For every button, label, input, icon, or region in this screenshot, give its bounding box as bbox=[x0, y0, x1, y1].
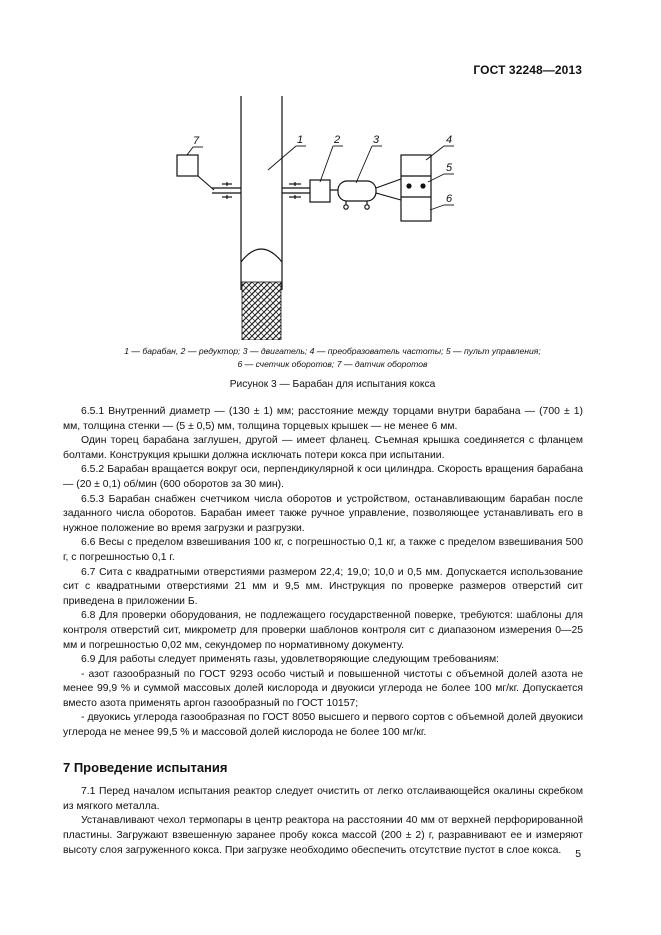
body-text bbox=[63, 405, 583, 858]
figure-title: Рисунок 3 — Барабан для испытания кокса bbox=[229, 379, 436, 390]
rotation-sensor bbox=[177, 155, 198, 176]
paragraph: - азот газообразный по ГОСТ 9293 особо чистый и повышенной чистоты с объемной долей азота не менее 99,9 % и суммой массовых долей кислорода и двуокиси углерода не более 100 мг/кг. Допускается вместо азота применять аргон газообразный по ГОСТ 10157; bbox=[63, 668, 583, 709]
legend-line-1: 1 — барабан, 2 — редуктор; 3 — двигатель; 4 — преобразователь частоты; 5 — пульт управления; bbox=[124, 346, 541, 356]
motor-control-link-2 bbox=[376, 193, 401, 200]
label-4: 4 bbox=[446, 134, 453, 146]
legend-line-2: 6 — счетчик оборотов; 7 — датчик оборотов bbox=[237, 359, 428, 369]
paragraph: 6.5.3 Барабан снабжен счетчиком числа оборотов и устройством, останавливающим барабан после заданного числа оборотов. Барабан имеет также ручное управление, позволяющее устанавливать его в нужное положение во время загрузки и разгрузки. bbox=[63, 493, 583, 534]
motor bbox=[338, 181, 376, 209]
page-number: 5 bbox=[575, 849, 581, 860]
standard-header: ГОСТ 32248—2013 bbox=[473, 63, 582, 77]
label-1: 1 bbox=[297, 134, 304, 146]
sensor-link bbox=[198, 176, 214, 190]
label-5: 5 bbox=[446, 162, 453, 174]
drum-diagram bbox=[0, 0, 661, 340]
left-bearing bbox=[222, 182, 232, 199]
control-block bbox=[401, 155, 431, 221]
label-6: 6 bbox=[446, 193, 453, 205]
figure-legend bbox=[80, 345, 585, 371]
paragraph: 6.9 Для работы следует применять газы, удовлетворяющие следующим требованиям: bbox=[81, 654, 499, 666]
label-7: 7 bbox=[193, 135, 200, 147]
label-3: 3 bbox=[373, 134, 380, 146]
right-bearing bbox=[289, 182, 301, 199]
paragraph: 6.8 Для проверки оборудования, не подлежащего государственной поверке, требуются: шаблоны для контроля отверстий сит, микрометр для проверки шаблонов контроля сит с диапазоном измерения 0—25 мм и погрешностью 0,02 мм, секундомер по нормативному документу. bbox=[63, 610, 583, 651]
coke-load bbox=[242, 282, 281, 340]
paragraph: Один торец барабана заглушен, другой — имеет фланец. Съемная крышка соединяется с фланцем болтами. Конструкция крышки должна исключать потери кокса при испытании. bbox=[63, 435, 583, 461]
paragraph: 7.1 Перед началом испытания реактор следует очистить от легко отслаивающейся окалины скребком из мягкого металла. bbox=[63, 786, 583, 812]
reducer bbox=[310, 180, 330, 202]
motor-control-link bbox=[376, 179, 401, 188]
shaft bbox=[212, 188, 310, 193]
paragraph: 6.5.2 Барабан вращается вокруг оси, перпендикулярной к оси цилиндра. Скорость вращения барабана — (20 ± 0,1) об/мин (600 оборотов за 30 мин). bbox=[63, 464, 583, 490]
paragraph: Устанавливают чехол термопары в центр реактора на расстоянии 40 мм от верхней перфорированной пластины. Загружают взвешенную заранее пробу кокса массой (200 ± 2) г, разравнивают ее и измеряют высоту слоя загруженного кокса. При загрузке необходимо обеспечить отсутствие пустот в слое кокса. bbox=[63, 815, 583, 856]
paragraph: 6.6 Весы с пределом взвешивания 100 кг, с погрешностью 0,1 кг, а также с пределом взвешивания 500 г, с погрешностью 0,1 г. bbox=[63, 537, 583, 563]
paragraph: 6.5.1 Внутренний диаметр — (130 ± 1) мм; расстояние между торцами внутри барабана — (700 ± 1) мм, толщина стенки — (5 ± 0,5) мм, толщина торцевых крышек — не менее 6 мм. bbox=[63, 406, 583, 432]
label-2: 2 bbox=[334, 134, 341, 146]
paragraph: 6.7 Сита с квадратными отверстиями размером 22,4; 19,0; 10,0 и 0,5 мм. Допускается использование сит с квадратными отверстиями 21 мм и 9,5 мм. Инструкция по проверке размеров отверстий сит приведена в приложении Б. bbox=[63, 566, 583, 607]
paragraph: - двуокись углерода газообразная по ГОСТ 8050 высшего и первого сортов с объемной долей двуокиси углерода не менее 99,5 % и массовой долей кислорода не более 100 мг/кг. bbox=[63, 712, 583, 739]
drum bbox=[241, 96, 282, 290]
section-title: 7 Проведение испытания bbox=[63, 759, 228, 775]
